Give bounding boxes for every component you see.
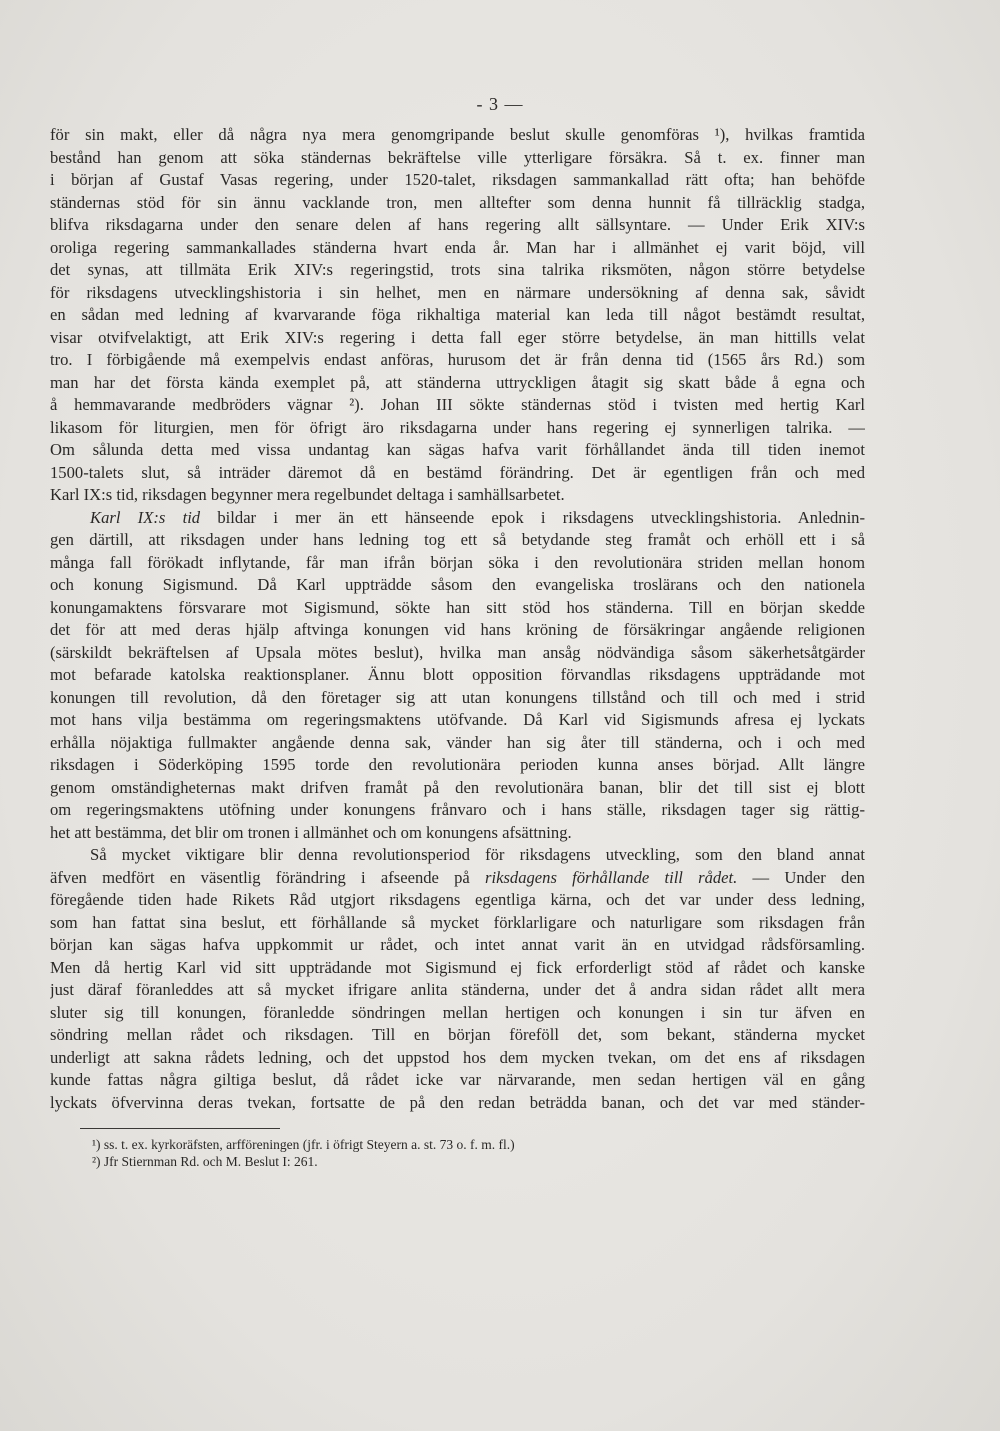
text-line-content: konungen till revolution, då den företager sig att utan konungens tillstånd och till och med i strid <box>50 687 865 707</box>
text-line <box>50 417 865 440</box>
text-line-content: visar otvifvelaktigt, att Erik XIV:s regering i detta fall eger större betydelse, än man hittills velat <box>50 327 865 347</box>
text-line <box>50 1002 865 1025</box>
text-line <box>50 867 865 890</box>
text-line <box>50 889 865 912</box>
text-line <box>50 462 865 485</box>
text-line <box>50 934 865 957</box>
text-line-content: (särskildt bekräftelsen af Upsala mötes beslut), hvilka man ansåg nödvändiga såsom säkerhetsåtgärder <box>50 642 865 662</box>
text-line-content: riksdagen i Söderköping 1595 torde den revolutionära perioden kunna anses börjad. Allt längre <box>50 755 865 774</box>
text-line <box>50 664 865 687</box>
text-line <box>50 529 865 552</box>
text-line <box>50 147 865 170</box>
text-line-content: om regeringsmaktens utöfning under konungens frånvaro och i hans ställe, riksdagen tager sig rättig- <box>50 800 865 819</box>
text-line <box>50 327 865 350</box>
footnotes <box>92 1136 792 1170</box>
text-line <box>50 912 865 935</box>
text-line <box>50 957 865 980</box>
text-line <box>50 124 865 147</box>
text-line-content: lyckats öfvervinna deras tvekan, fortsatte de på den redan beträdda banan, och det var med ständer- <box>50 1092 865 1112</box>
text-line-content: en sådan med ledning af kvarvarande föga rikhaltiga material kan leda till något bestämdt resultat, <box>50 305 865 324</box>
body-text <box>50 124 865 1114</box>
text-line-content: som han fattat sina beslut, ett förhållande så mycket förklarligare och naturligare som riksdagen från <box>50 912 865 932</box>
text-line-content: genom omständigheternas makt drifven framåt på den revolutionära banan, blir det till sist ej blott <box>50 777 865 797</box>
text-line-content: föregående tiden hade Rikets Råd utgjort riksdagens egentliga kärna, och det var under dess ledning, <box>50 890 865 909</box>
text-line <box>50 822 865 845</box>
text-line-content: Karl IX:s tid, riksdagen begynner mera regelbundet deltaga i samhällsarbetet. <box>50 485 565 504</box>
text-line <box>50 574 865 597</box>
text-line-content: likasom för liturgien, men för öfrigt äro riksdagarna under hans regering ej synnerligen talrika. — <box>50 417 865 437</box>
text-line-content: Men då hertig Karl vid sitt uppträdande mot Sigismund ej fick erforderligt stöd af rådet och kanske <box>50 957 865 977</box>
text-line-tail: — Under den <box>752 867 865 887</box>
text-line <box>50 507 865 530</box>
text-line <box>50 687 865 710</box>
text-line-content: het att bestämma, det blir om tronen i allmänhet och om konungens afsättning. <box>50 822 572 842</box>
text-line-content: i början af Gustaf Vasas regering, under 1520-talet, riksdagen sammankallad rätt ofta; han behöfde <box>50 170 865 189</box>
text-line <box>50 237 865 260</box>
text-line <box>50 619 865 642</box>
footnote: ¹) ss. t. ex. kyrkoräfsten, arfföreningen (jfr. i öfrigt Steyern a. st. 73 o. f. m. fl.) <box>92 1137 515 1152</box>
text-line <box>50 484 865 507</box>
text-line <box>50 799 865 822</box>
text-line-content: bildar i mer än ett hänseende epok i riksdagens utvecklingshistoria. Anlednin- <box>217 507 865 527</box>
text-line <box>50 439 865 462</box>
footnote: ²) Jfr Stiernman Rd. och M. Beslut I: 261. <box>92 1154 318 1169</box>
text-line-content: oroliga regering sammankallades ständerna hvart enda år. Man har i allmänhet ej varit böjd, vill <box>50 237 865 257</box>
text-line-content: å hemmavarande medbröders vägnar ²). Johan III sökte ständernas stöd i tvisten med hertig Karl <box>50 395 865 414</box>
text-line-content: sluter sig till konungen, föranledde söndringen mellan hertigen och konungen i sin tur äfven en <box>50 1002 865 1022</box>
text-line-content: början kan sägas hafva uppkommit ur rådet, och intet annat varit än en utvidgad rådsförsamling. <box>50 935 865 954</box>
text-line-content: mot befarade katolska reaktionsplaner. Ännu blott opposition förvandlas riksdagens uppträdande mot <box>50 665 865 684</box>
text-line-content: äfven medfört en väsentlig förändring i afseende på <box>50 867 470 887</box>
text-line-content: blifva riksdagarna under den senare delen af hans regering allt sällsyntare. — Under Erik XIV:s <box>50 215 865 234</box>
text-line <box>50 732 865 755</box>
text-line-content: 1500-talets slut, så inträder däremot då en bestämd förändring. Det är egentligen från och med <box>50 462 865 482</box>
text-line <box>50 1069 865 1092</box>
text-line-content: man har det första kända exemplet på, att ständerna uttryckligen åtagit sig skatt både å egna och <box>50 372 865 392</box>
text-line <box>50 372 865 395</box>
text-line <box>50 214 865 237</box>
text-line-content: ständernas stöd för sin ännu vacklande tron, men alltefter som denna hunnit få tillräcklig stadga, <box>50 192 865 212</box>
text-line <box>50 259 865 282</box>
page-number: - 3 — <box>476 94 524 114</box>
text-line <box>50 754 865 777</box>
emphasized-phrase: riksdagens förhållande till rådet. <box>485 867 738 887</box>
text-line <box>50 1024 865 1047</box>
text-line <box>50 597 865 620</box>
text-line-content: bestånd han genom att söka ständernas bekräftelse ville ytterligare försäkra. Så t. ex. finner man <box>50 147 865 167</box>
text-line-content: underligt att sakna rådets ledning, och det uppstod hos dem mycken tvekan, om det ens af riksdagen <box>50 1047 865 1067</box>
text-line-content: för riksdagens utvecklingshistoria i sin helhet, men en närmare undersökning af denna sak, såvidt <box>50 282 865 302</box>
text-line-content: gen därtill, att riksdagen under hans ledning tog ett så betydande steg framåt och erhöll ett i så <box>50 530 865 549</box>
text-line-content: Så mycket viktigare blir denna revolutionsperiod för riksdagens utveckling, som den bland annat <box>90 845 865 864</box>
text-line <box>50 192 865 215</box>
text-line <box>50 1092 865 1115</box>
text-line-content: konungamaktens försvarare mot Sigismund, sökte han sitt stöd hos ständerna. Till en början skedde <box>50 597 865 617</box>
text-line <box>50 169 865 192</box>
text-line <box>50 304 865 327</box>
text-line <box>50 844 865 867</box>
text-line-content: kunde fattas några giltiga beslut, då rådet icke var närvarande, men sedan hertigen väl en gång <box>50 1070 865 1089</box>
text-line-content: just däraf föranleddes att så mycket ifrigare anlita ständerna, under det å andra sidan rådet allt mera <box>50 980 865 999</box>
text-line-content: och konung Sigismund. Då Karl uppträdde såsom den evangeliska troslärans och den nationela <box>50 575 865 594</box>
text-line <box>50 349 865 372</box>
text-line <box>50 642 865 665</box>
section-heading-inline: Karl IX:s tid <box>90 507 201 527</box>
text-line <box>50 282 865 305</box>
text-line <box>50 979 865 1002</box>
footnote-divider <box>80 1128 280 1129</box>
text-line <box>50 552 865 575</box>
text-line-content: det synas, att tillmäta Erik XIV:s regeringstid, trots sina talrika riksmöten, någon större betydelse <box>50 260 865 279</box>
text-line-content: för sin makt, eller då några nya mera genomgripande beslut skulle genomföras ¹), hvilkas framtida <box>50 125 865 144</box>
text-line-content: mot hans vilja bestämma om regeringsmaktens utöfvande. Då Karl vid Sigismunds afresa ej lyckats <box>50 710 865 729</box>
text-line <box>50 777 865 800</box>
text-line <box>50 394 865 417</box>
text-line-content: det för att med deras hjälp aftvinga konungen vid hans kröning de försäkringar angående religionen <box>50 620 865 639</box>
text-line-content: tro. I förbigående må exempelvis endast anföras, hurusom det är från denna tid (1565 års Rd.) som <box>50 350 865 369</box>
text-line-content: erhålla nöjaktiga fullmakter angående denna sak, vänder han sig åter till ständerna, och i och med <box>50 732 865 752</box>
text-line-content: många fall förökadt inflytande, får man ifrån början söka i den revolutionära striden mellan honom <box>50 552 865 572</box>
text-line <box>50 709 865 732</box>
text-line-content: söndring mellan rådet och riksdagen. Till en början föreföll det, som bekant, ständerna mycket <box>50 1025 865 1044</box>
text-line-content: Om sålunda detta med vissa undantag kan sägas hafva varit förhållandet ända till tiden inemot <box>50 440 865 459</box>
text-line <box>50 1047 865 1070</box>
